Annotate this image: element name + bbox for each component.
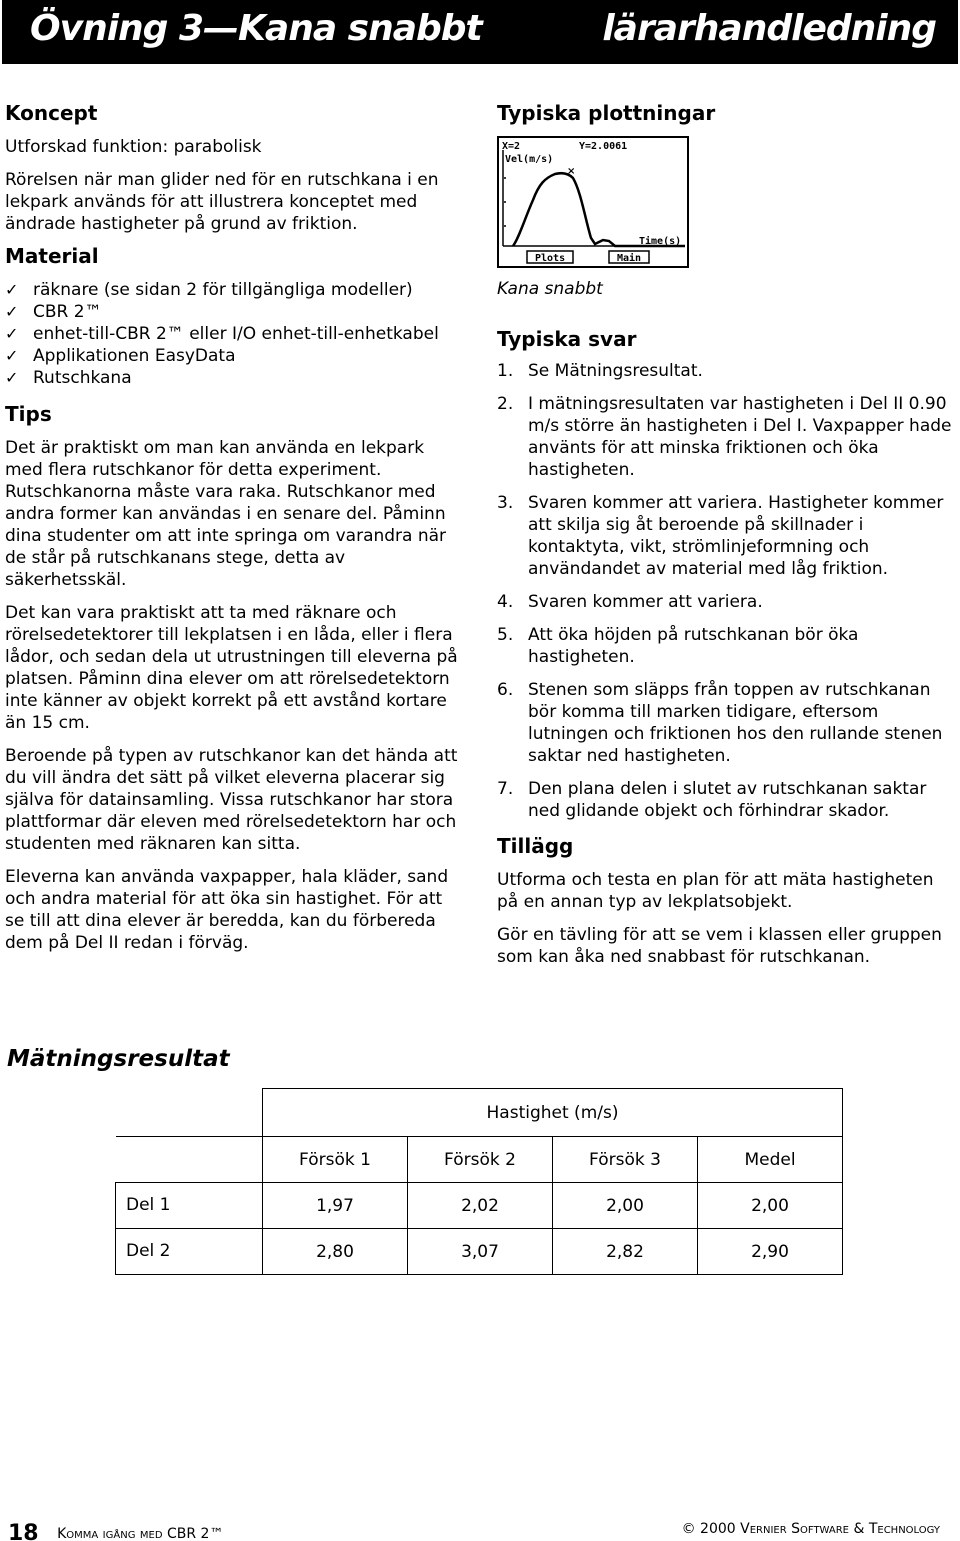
page-number: 18 — [8, 1521, 39, 1541]
right-column — [497, 100, 957, 979]
x-readout: X=2 — [502, 141, 521, 152]
check-icon: ✓ — [5, 368, 19, 387]
table-cell: 1,97 — [263, 1183, 408, 1229]
answer-item: 3. Svaren kommer att variera. Hastigheter kommer att skilja sig åt beroende på skillnader i kontaktyta, vikt, strömlinjeformning och användandet av material med låg friktion. — [497, 493, 944, 579]
answer-item: 6. Stenen som släpps från toppen av rutschkanan bör komma till marken tidigare, eftersom lutningen och friktionen hos den rullande stenen saktar ned hastigheten. — [497, 680, 943, 766]
row-label: Del 2 — [116, 1229, 263, 1275]
check-icon: ✓ — [5, 346, 19, 365]
table-group-header: Hastighet (m/s) — [263, 1089, 843, 1137]
tillagg-paragraph: Utforma och testa en plan för att mäta hastigheten på en annan typ av lekplatsobjekt. — [497, 870, 934, 912]
svg-text:Plots: Plots — [535, 253, 566, 264]
tillagg-paragraph: Gör en tävling för att se vem i klassen eller gruppen som kan åka ned snabbast för rutschkanan. — [497, 925, 942, 967]
plots-heading: Typiska plottningar — [497, 101, 716, 125]
tips-heading: Tips — [5, 402, 52, 426]
tips-paragraph: Det kan vara praktiskt att ta med räknare och rörelsedetektorer till lekplatsen i en låda, eller i flera lådor, och sedan dela ut utrustningen till eleverna på platsen. Påminn dina elever om att rörelsedetektorn inte känner av objekt korrekt på ett avstånd kortare än 15 cm. — [5, 603, 458, 733]
y-axis-label: Vel(m/s) — [505, 154, 554, 165]
answer-item: 2. I mätningsresultaten var hastigheten i Del II 0.90 m/s större än hastigheten i Del I. Vaxpapper hade använts för att minska friktionen och öka hastigheten. — [497, 394, 952, 480]
page-header — [2, 0, 958, 64]
row-label: Del 1 — [116, 1183, 263, 1229]
calculator-screen — [497, 136, 689, 268]
tillagg-heading: Tillägg — [497, 834, 574, 858]
answer-item: 1. Se Mätningsresultat. — [497, 361, 703, 381]
material-item: ✓ Applikationen EasyData — [5, 346, 236, 366]
left-column — [5, 100, 465, 965]
answer-item: 5. Att öka höjden på rutschkanan bör öka hastigheten. — [497, 625, 859, 667]
koncept-description: Rörelsen när man glider ned för en rutschkana i en lekpark används för att illustrera konceptet med ändrade hastigheter på grund av friktion. — [5, 170, 439, 234]
material-item: ✓ Rutschkana — [5, 368, 132, 388]
table-cell: 2,90 — [698, 1229, 843, 1275]
answer-item: 7. Den plana delen i slutet av rutschkanan saktar ned glidande objekt och förhindrar skador. — [497, 779, 927, 821]
velocity-plot — [499, 138, 687, 266]
material-heading: Material — [5, 244, 99, 268]
table-cell: 2,02 — [408, 1183, 553, 1229]
check-icon: ✓ — [5, 302, 19, 321]
svg-text:Main: Main — [617, 253, 642, 264]
material-item: ✓ enhet-till-CBR 2™ eller I/O enhet-till-enhetkabel — [5, 324, 439, 344]
check-icon: ✓ — [5, 280, 19, 299]
answer-list — [497, 360, 957, 822]
tips-paragraph: Det är praktiskt om man kan använda en lekpark med flera rutschkanor för detta experiment. Rutschkanorna måste vara raka. Rutschkanor med andra former kan användas i en senare del. Påminn dina studenter om att inte springa om varandra när de står på rutschkanans stege, detta av säkerhetsskäl. — [5, 438, 447, 590]
tips-paragraph: Beroende på typen av rutschkanor kan det hända att du vill ändra det sätt på vilket eleverna placerar sig själva för datainsamling. Vissa rutschkanor har stora plattformar där eleven med rörelsedetektorn har och studenten med räknaren kan sitta. — [5, 746, 458, 854]
material-item: ✓ räknare (se sidan 2 för tillgängliga modeller) — [5, 280, 413, 300]
material-item: ✓ CBR 2™ — [5, 302, 102, 322]
copyright: © 2000 Vernier Software & Technology — [681, 1521, 940, 1537]
plot-caption: Kana snabbt — [497, 279, 603, 299]
table-cell: 2,82 — [553, 1229, 698, 1275]
table-header: Försök 2 — [408, 1137, 553, 1183]
table-cell: 3,07 — [408, 1229, 553, 1275]
y-readout: Y=2.0061 — [579, 141, 628, 152]
material-list — [5, 279, 465, 389]
table-row — [116, 1183, 843, 1229]
table-header: Försök 1 — [263, 1137, 408, 1183]
table-header: Försök 3 — [553, 1137, 698, 1183]
trace-cursor: × — [567, 166, 576, 177]
x-axis-label: Time(s) — [639, 236, 682, 247]
tips-paragraph: Eleverna kan använda vaxpapper, hala kläder, sand och andra material för att öka sin hastighet. För att se till att dina elever är beredda, kan du förbereda dem på Del II redan i förväg. — [5, 867, 449, 953]
check-icon: ✓ — [5, 324, 19, 343]
koncept-heading: Koncept — [5, 101, 98, 125]
footer-left — [8, 1521, 223, 1541]
koncept-function: Utforskad funktion: parabolisk — [5, 137, 262, 157]
measurements-heading: Mätningsresultat — [7, 1046, 230, 1072]
table-cell: 2,00 — [698, 1183, 843, 1229]
answer-item: 4. Svaren kommer att variera. — [497, 592, 763, 612]
table-cell: 2,80 — [263, 1229, 408, 1275]
book-title: Komma igång med CBR 2™ — [57, 1526, 224, 1541]
guide-label: lärarhandledning — [602, 8, 936, 49]
svar-heading: Typiska svar — [497, 327, 637, 351]
measurements-table — [115, 1088, 843, 1275]
table-cell: 2,00 — [553, 1183, 698, 1229]
table-header: Medel — [698, 1137, 843, 1183]
exercise-title: Övning 3—Kana snabbt — [30, 8, 482, 49]
table-row — [116, 1229, 843, 1275]
